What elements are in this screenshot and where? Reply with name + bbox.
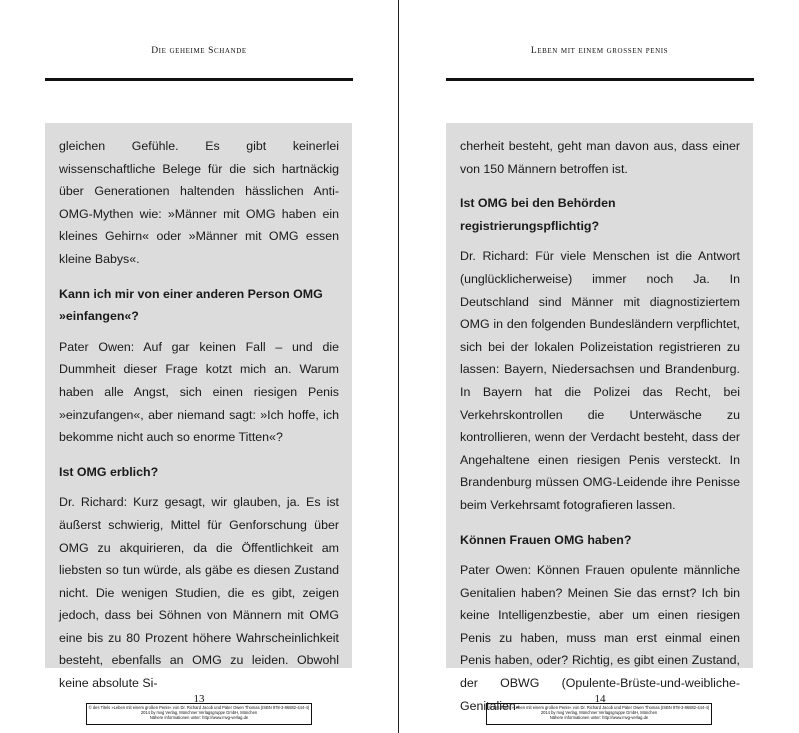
question-heading: Ist OMG erblich? xyxy=(59,464,159,479)
running-head: Leben mit einem grossen penis xyxy=(530,46,669,56)
question-heading: Können Frauen OMG haben? xyxy=(460,532,632,547)
page-number: 13 xyxy=(193,693,205,705)
copyright-line: Nähere Informationen unter: http://www.mvg-verlag.de xyxy=(549,715,649,721)
left-page xyxy=(0,0,398,733)
copyright-box xyxy=(86,703,312,725)
running-head: Die geheime Schande xyxy=(151,46,247,56)
header-rule xyxy=(45,78,353,81)
paragraph: Dr. Richard: Für viele Menschen ist die Antwort (unglücklicherweise) immer noch Ja. In Deutschland sind Männer mit diagnostiziertem OMG in den folgenden Bundesländern verpflichtet, sich bei der lokalen Polizeistation registrieren zu lassen: Bayern, Niedersachsen und Brandenburg. In Bayern hat die Polizei das Recht, bei Verkehrskontrollen die Unterwäsche zu kontrollieren, wenn der Verdacht besteht, dass der Angehaltene einen riesigen Penis versteckt. In Brandenburg müssen OMG-Leidende ihre Penisse beim Verkehrsamt fotografieren lassen. xyxy=(460,249,740,512)
text-box xyxy=(45,123,352,691)
paragraph: cherheit besteht, geht man davon aus, dass einer von 150 Männern betroffen ist. xyxy=(460,139,740,176)
header-rule xyxy=(446,78,754,81)
page-divider xyxy=(398,0,399,733)
paragraph: Pater Owen: Auf gar keinen Fall – und die Dummheit dieser Frage kotzt mich an. Warum haben alle Angst, sich einen riesigen Penis »einzufangen«, aber niemand sagt: »Ich hoffe, ich bekomme nicht auch so enorme Titten«? xyxy=(59,339,339,445)
copyright-line: © des Titels »Leben mit einem großen Penis« von Dr. Richard Jacob und Pater Owen Thomas (ISBN 978-3-86882-444-4) xyxy=(88,705,310,710)
paragraph: Dr. Richard: Kurz gesagt, wir glauben, ja. Es ist äußerst schwierig, Mittel für Genforschung über OMG zu akquirieren, da die Öffentlichkeit am liebsten so tun würde, als gäbe es diesen Zustand nicht. Die wenigen Studien, die es gibt, zeigen jedoch, dass bei Söhnen von Männern mit OMG eine bis zu 80 Prozent höhere Wahrscheinlichkeit besteht, ebenfalls an OMG zu leiden. Obwohl keine absolute Si- xyxy=(59,495,339,691)
page-number: 14 xyxy=(594,693,606,705)
right-page xyxy=(400,0,799,733)
copyright-line: 2014 by mvg Verlag, Münchner Verlagsgruppe GmbH, München xyxy=(540,710,658,716)
copyright-line: 2014 by mvg Verlag, Münchner Verlagsgruppe GmbH, München xyxy=(140,710,258,716)
question-heading: Kann ich mir von einer anderen Person OMG »einfangen«? xyxy=(59,286,323,324)
copyright-box xyxy=(486,703,712,725)
copyright-line: © des Titels »Leben mit einem großen Penis« von Dr. Richard Jacob und Pater Owen Thomas (ISBN 978-3-86882-444-4) xyxy=(488,705,710,710)
paragraph: gleichen Gefühle. Es gibt keinerlei wissenschaftliche Belege für die sich hartnäckig über Generationen haltenden hässlichen Anti-OMG-Mythen wie: »Männer mit OMG haben ein kleines Gehirn« oder »Männer mit OMG essen kleine Babys«. xyxy=(59,139,339,266)
copyright-line: Nähere Informationen unter: http://www.mvg-verlag.de xyxy=(149,715,249,721)
question-heading: Ist OMG bei den Behörden registrierungspflichtig? xyxy=(460,196,616,233)
paragraph: Pater Owen: Können Frauen opulente männliche Genitalien haben? Meinen Sie das ernst? Ich bin keine Intelligenzbestie, aber um einen riesigen Penis zu haben, muss man erst einmal einen Penis haben, oder? Richtig, es gibt einen Zustand, der OBWG (Opulente-Brüste-und-weibliche-Genitalien- xyxy=(460,563,740,713)
